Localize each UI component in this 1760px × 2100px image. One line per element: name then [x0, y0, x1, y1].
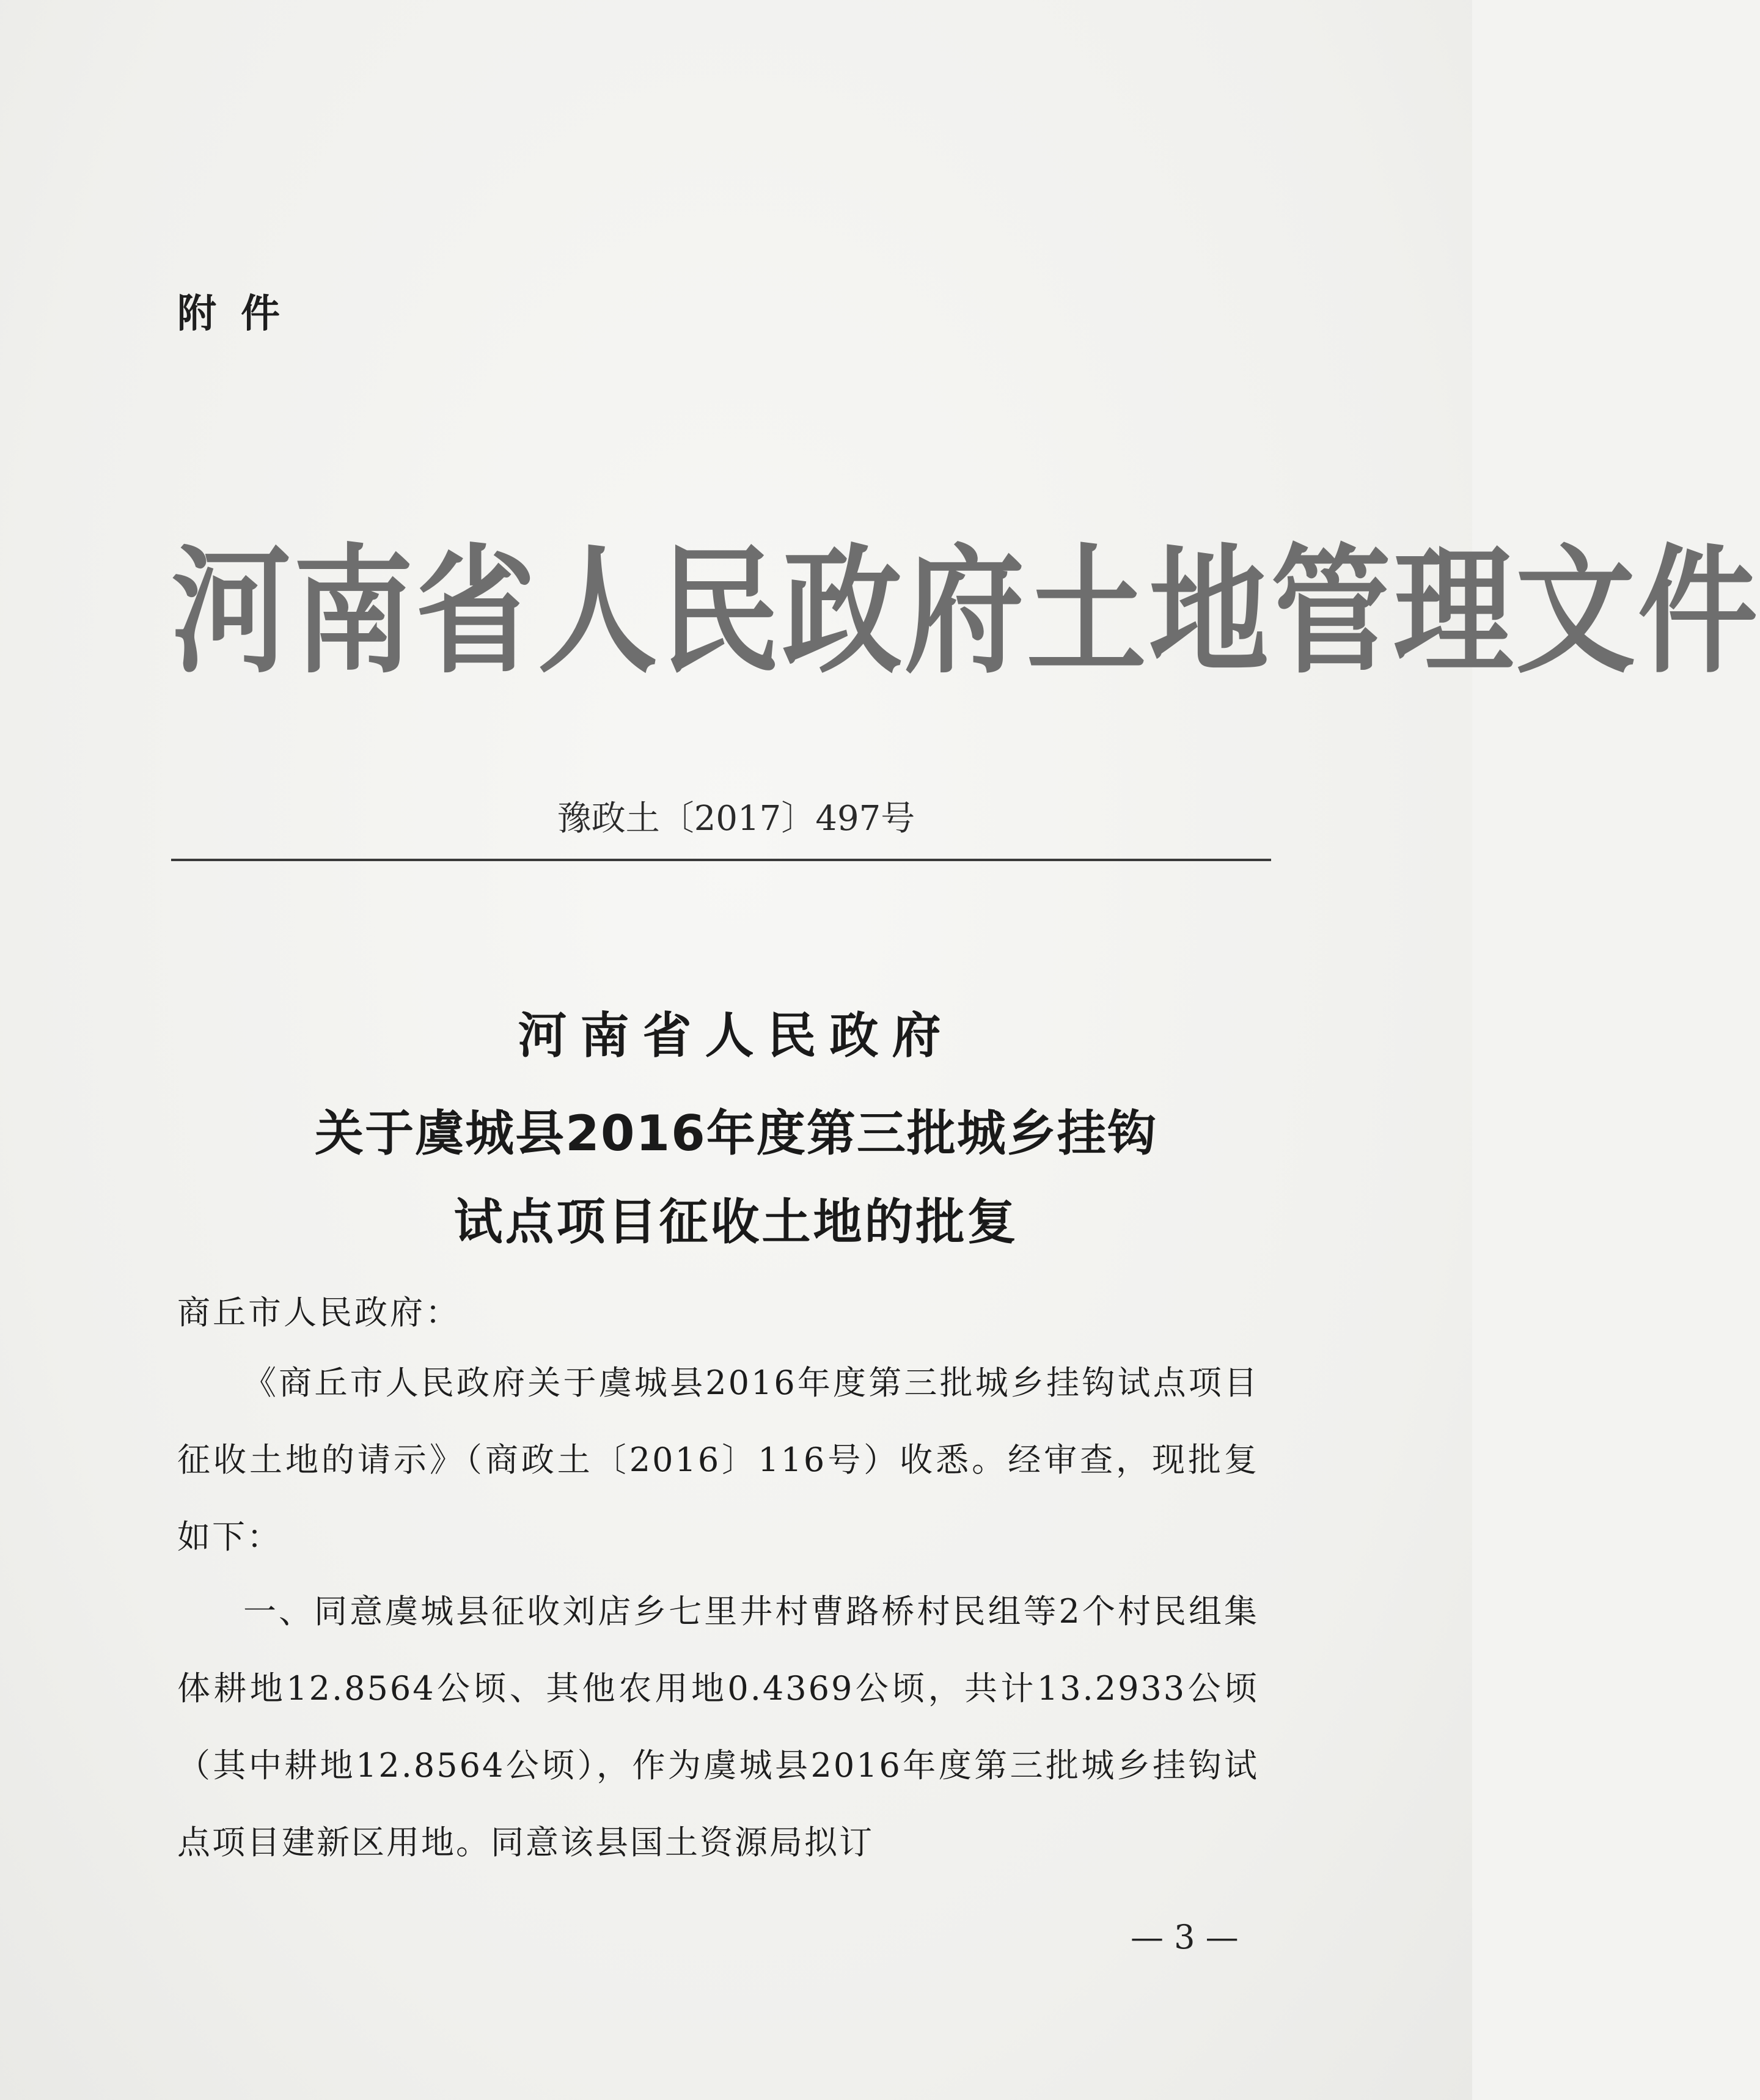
body-paragraph-1: 《商丘市人民政府关于虞城县2016年度第三批城乡挂钩试点项目征收土地的请示》（商政土〔2016〕116号）收悉。经审查，现批复如下：: [177, 1364, 1259, 1556]
recipient: 商丘市人民政府：: [177, 1293, 461, 1332]
letterhead-title: 河南省人民政府土地管理文件: [171, 532, 1760, 692]
body-paragraph-2: 一、同意虞城县征收刘店乡七里井村曹路桥村民组等2个村民组集体耕地12.8564公顷、其他农用地0.4369公顷，共计13.2933公顷（其中耕地12.8564公顷），作为虞城县2016年度第三批城乡挂钩试点项目建新区用地。同意该县国土资源局拟订: [177, 1592, 1259, 1862]
page-number: — 3 —: [1131, 1918, 1239, 1956]
letterhead-divider: [171, 859, 1271, 861]
title-line-3: 试点项目征收土地的批复: [453, 1194, 1019, 1250]
title-line-1: 河南省人民政府: [518, 1007, 955, 1064]
title-line-2: 关于虞城县2016年度第三批城乡挂钩: [315, 1105, 1157, 1162]
attachment-label: 附件: [177, 292, 304, 337]
document-number: 豫政土〔2017〕497号: [557, 799, 915, 839]
